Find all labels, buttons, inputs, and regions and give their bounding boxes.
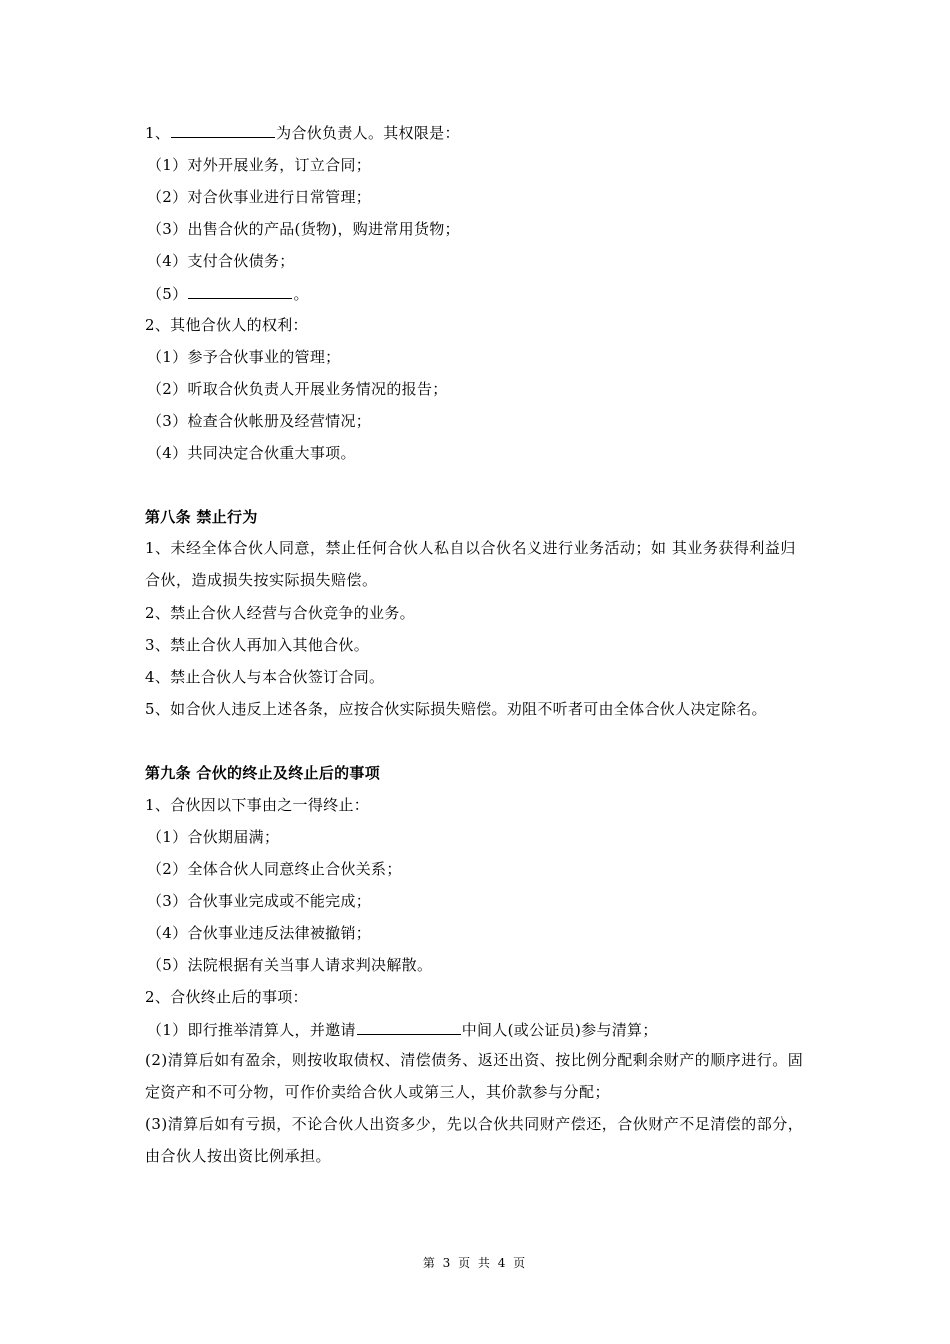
list-item-blank <box>147 283 812 304</box>
list-item: （3）检查合伙帐册及经营情况； <box>147 412 372 430</box>
list-item: （2）对合伙事业进行日常管理； <box>147 188 372 206</box>
list-item: （2）全体合伙人同意终止合伙关系； <box>147 860 402 878</box>
item-text: （1）即行推举清算人，并邀请 <box>147 1021 356 1039</box>
item-other-partners-rights: 2、其他合伙人的权利： <box>145 316 308 334</box>
list-item: （4）合伙事业违反法律被撤销； <box>147 924 372 942</box>
item-text: 。 <box>293 285 309 303</box>
list-item: （4）共同决定合伙重大事项。 <box>147 444 356 462</box>
list-item: （1）合伙期届满； <box>147 828 280 846</box>
section8-item1: 1、未经全体合伙人同意，禁止任何合伙人私自以合伙名义进行业务活动；如 其业务获得利益归合伙，造成损失按实际损失赔偿。 <box>145 539 796 589</box>
item-number: 1、 <box>145 124 171 142</box>
item-text: 中间人(或公证员)参与清算； <box>461 1021 658 1039</box>
item-responsible-partner <box>145 122 810 143</box>
section9-item2-sub2: (2)清算后如有盈余，则按收取债权、清偿债务、返还出资、按比例分配剩余财产的顺序进行。固定资产和不可分物，可作价卖给合伙人或第三人，其价款参与分配； <box>145 1051 804 1101</box>
list-item: （2）听取合伙负责人开展业务情况的报告； <box>147 380 448 398</box>
blank-field <box>171 122 275 138</box>
blank-field <box>357 1019 461 1035</box>
list-item: （1）对外开展业务，订立合同； <box>147 156 372 174</box>
section8-item5: 5、如合伙人违反上述各条，应按合伙实际损失赔偿。劝阻不听者可由全体合伙人决定除名。 <box>145 700 767 718</box>
section8-item2: 2、禁止合伙人经营与合伙竞争的业务。 <box>145 604 415 622</box>
section8-item4: 4、禁止合伙人与本合伙签订合同。 <box>145 668 385 686</box>
list-item: （5）法院根据有关当事人请求判决解散。 <box>147 956 433 974</box>
section-title-8: 第八条 禁止行为 <box>145 508 258 526</box>
section9-item1: 1、合伙因以下事由之一得终止： <box>145 796 370 814</box>
section-title-9: 第九条 合伙的终止及终止后的事项 <box>145 764 381 782</box>
list-item: （3）合伙事业完成或不能完成； <box>147 892 372 910</box>
section9-item2-sub3: (3)清算后如有亏损，不论合伙人出资多少，先以合伙共同财产偿还，合伙财产不足清偿的部分，由合伙人按出资比例承担。 <box>145 1115 804 1165</box>
list-item: （3）出售合伙的产品(货物)，购进常用货物； <box>147 220 460 238</box>
item-number: （5） <box>147 285 188 303</box>
section9-item2: 2、合伙终止后的事项： <box>145 988 308 1006</box>
page-number: 第 3 页 共 4 页 <box>422 1256 528 1270</box>
list-item-blank <box>147 1019 812 1040</box>
blank-field <box>188 283 292 299</box>
list-item: （4）支付合伙债务； <box>147 252 295 270</box>
item-text: 为合伙负责人。其权限是： <box>276 124 460 142</box>
section8-item3: 3、禁止合伙人再加入其他合伙。 <box>145 636 370 654</box>
list-item: （1）参予合伙事业的管理； <box>147 348 341 366</box>
